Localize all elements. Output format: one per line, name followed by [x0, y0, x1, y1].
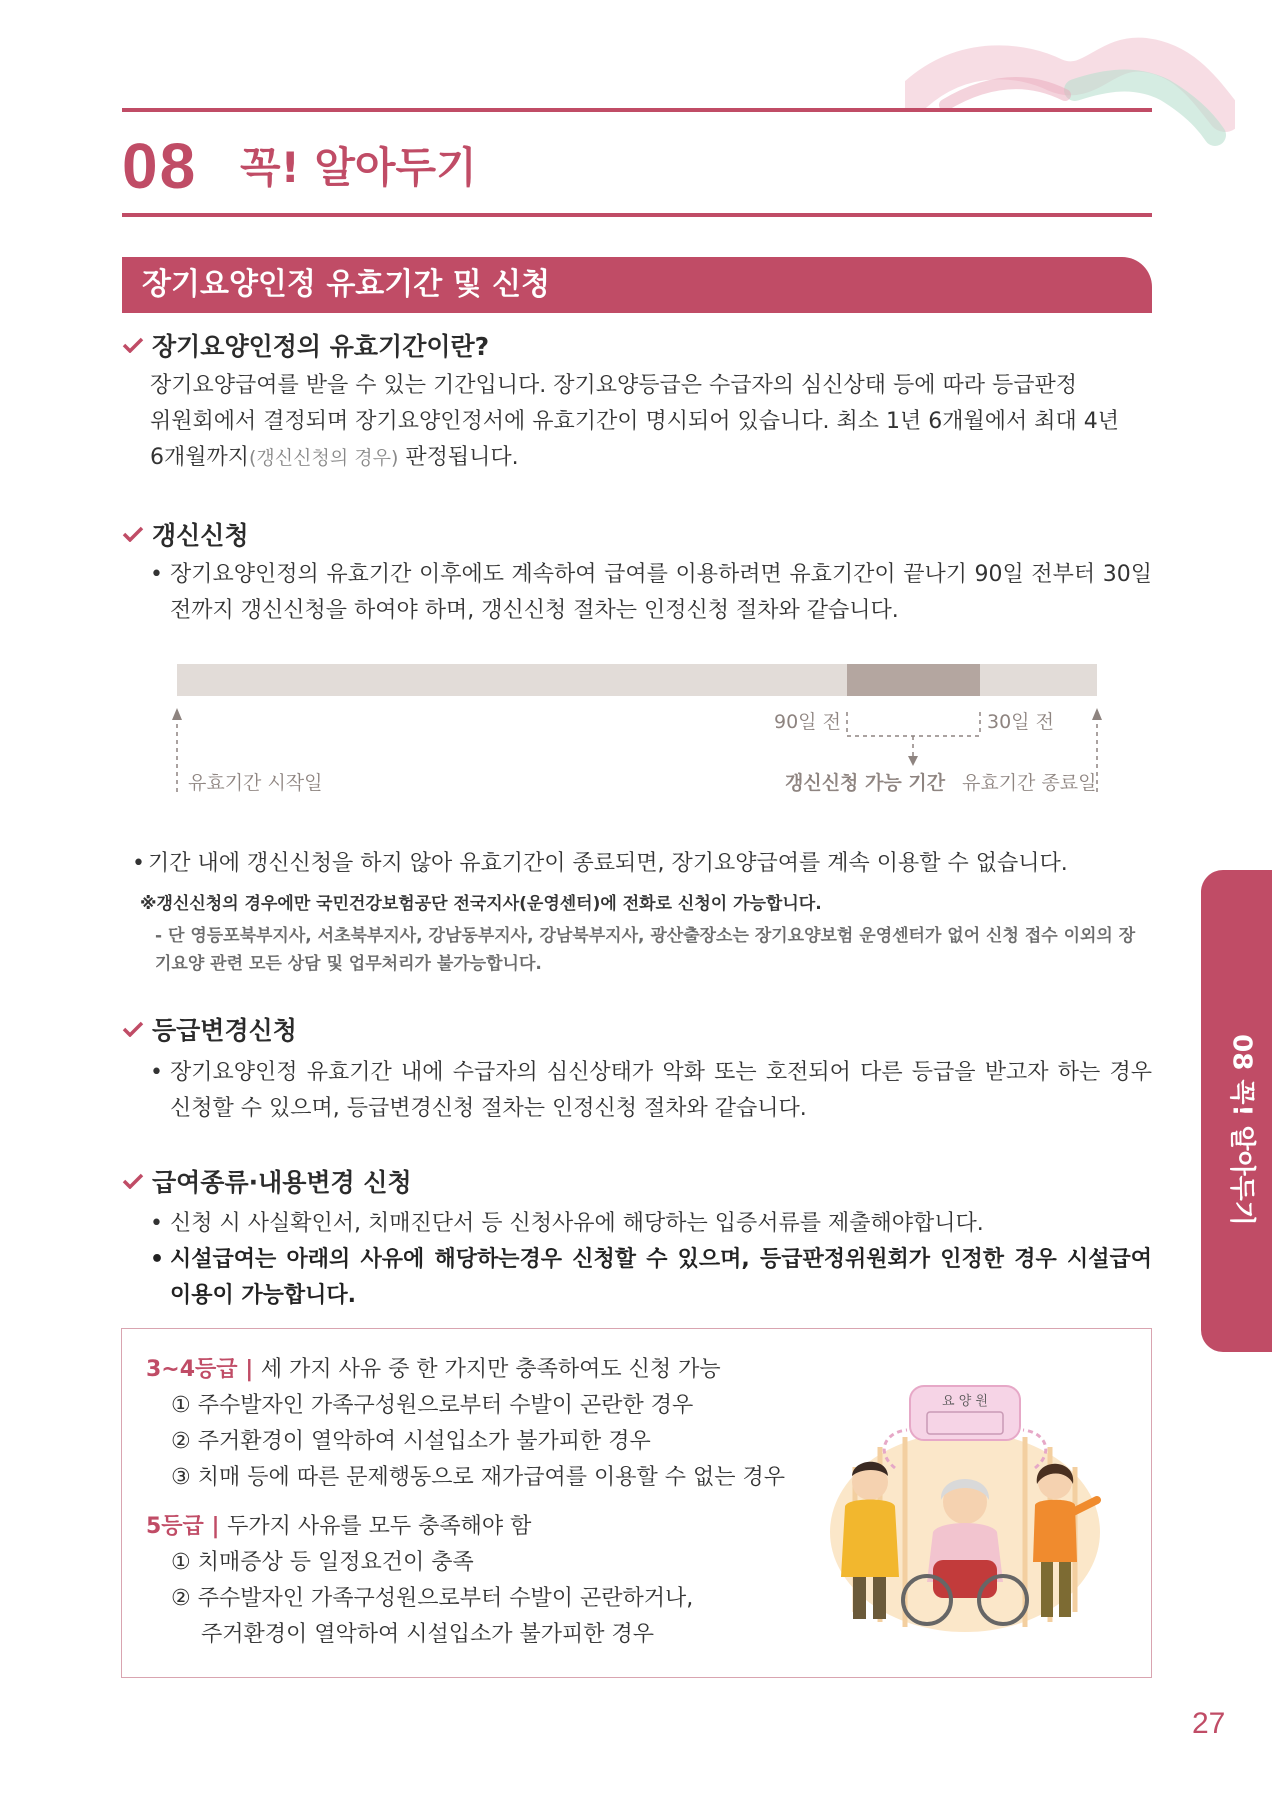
grade-3-4-item: ① 주수발자인 가족구성원으로부터 수발이 곤란한 경우	[171, 1393, 694, 1418]
chapter-number: 08	[122, 130, 198, 202]
documents-bullet: • 신청 시 사실확인서, 치매진단서 등 신청사유에 해당하는 입증서류를 제출해야합니다.	[150, 1211, 984, 1236]
timeline-30-days-label: 30일 전	[987, 711, 1054, 733]
grade-change-heading: 등급변경신청	[122, 1014, 297, 1048]
grade-3-4-description: 세 가지 사유 중 한 가지만 충족하여도 신청 가능	[260, 1357, 721, 1382]
facility-benefit-bullet: • 시설급여는 아래의 사유에 해당하는경우 신청할 수 있으며, 등급판정위원회가 인정한 경우 시설급여 이용이 가능합니다.	[150, 1247, 1152, 1308]
timeline-90-days-label: 90일 전	[774, 711, 841, 733]
validity-line: 6개월까지(갱신신청의 경우) 판정됩니다.	[150, 445, 519, 470]
renewal-expiry-bullet: • 기간 내에 갱신신청을 하지 않아 유효기간이 종료되면, 장기요양급여를 계속 이용할 수 없습니다.	[132, 851, 1068, 876]
benefit-change-heading: 급여종류·내용변경 신청	[122, 1166, 412, 1200]
check-icon	[122, 526, 144, 542]
side-tab-label: 08 꼭! 알아두기	[1226, 1034, 1257, 1226]
validity-line: 위원회에서 결정되며 장기요양인정서에 유효기간이 명시되어 있습니다. 최소 1년 6개월에서 최대 4년	[150, 409, 1119, 434]
grade-5-item: ② 주수발자인 가족구성원으로부터 수발이 곤란하거나,	[171, 1586, 694, 1611]
timeline-end-label: 유효기간 종료일	[962, 772, 1097, 794]
section-title: 장기요양인정 유효기간 및 신청	[142, 267, 551, 302]
grade-change-bullet: • 장기요양인정 유효기간 내에 수급자의 심신상태가 악화 또는 호전되어 다른 등급을 받고자 하는 경우 신청할 수 있으며, 등급변경신청 절차는 인정신청 절차와 같습니다.	[150, 1060, 1152, 1121]
grade-5-item: 주거환경이 열악하여 시설입소가 불가피한 경우	[201, 1622, 655, 1647]
grade-3-4-item: ② 주거환경이 열악하여 시설입소가 불가피한 경우	[171, 1429, 651, 1454]
renewal-bullet: • 장기요양인정의 유효기간 이후에도 계속하여 급여를 이용하려면 유효기간이 끝나기 90일 전부터 30일 전까지 갱신신청을 하여야 하며, 갱신신청 절차는 인정신청 절차와 같습니다.	[150, 562, 1152, 623]
phone-application-note: ※갱신신청의 경우에만 국민건강보험공단 전국지사(운영센터)에 전화로 신청이 가능합니다.	[140, 894, 822, 914]
timeline-window-label: 갱신신청 가능 기간	[785, 772, 946, 794]
branch-exception-note: - 단 영등포북부지사, 서초북부지사, 강남동부지사, 강남북부지사, 광산출장소는 장기요양보험 운영센터가 없어 신청 접수 이외의 장기요양 관련 모든 상담 및 업무처리가 불가능합니다.	[155, 926, 1136, 974]
validity-line: 장기요양급여를 받을 수 있는 기간입니다. 장기요양등급은 수급자의 심신상태 등에 따라 등급판정	[150, 373, 1078, 398]
grade-3-4-label: 3~4등급	[146, 1357, 238, 1382]
grade-5-row: 5등급 | 두가지 사유를 모두 충족해야 함	[146, 1514, 532, 1539]
timeline-start-label: 유효기간 시작일	[188, 772, 323, 794]
decorative-brush-stroke	[905, 20, 1235, 150]
chapter-title: 꼭! 알아두기	[240, 143, 477, 192]
check-icon	[122, 337, 144, 353]
grade-3-4-row: 3~4등급 | 세 가지 사유 중 한 가지만 충족하여도 신청 가능	[146, 1357, 721, 1382]
renewal-case-note: (갱신신청의 경우)	[249, 447, 399, 469]
header-bottom-rule	[122, 213, 1152, 217]
grade-3-4-item: ③ 치매 등에 따른 문제행동으로 재가급여를 이용할 수 없는 경우	[171, 1465, 785, 1490]
page-number: 27	[1192, 1707, 1226, 1740]
section-title-bar	[122, 257, 1152, 313]
grade-5-label: 5등급	[146, 1514, 204, 1539]
validity-paragraph	[150, 368, 1152, 476]
grade-5-item: ① 치매증상 등 일정요건이 충족	[171, 1550, 474, 1575]
validity-heading: 장기요양인정의 유효기간이란?	[122, 330, 489, 364]
renewal-heading: 갱신신청	[122, 519, 249, 553]
check-icon	[122, 1021, 144, 1037]
check-icon	[122, 1173, 144, 1189]
header-top-rule	[122, 108, 1152, 112]
nursing-home-sign-text: 요 양 원	[942, 1394, 988, 1409]
renewal-window-segment	[847, 664, 980, 696]
grade-5-description: 두가지 사유를 모두 충족해야 함	[227, 1514, 532, 1539]
nursing-home-family-illustration	[815, 1372, 1115, 1637]
